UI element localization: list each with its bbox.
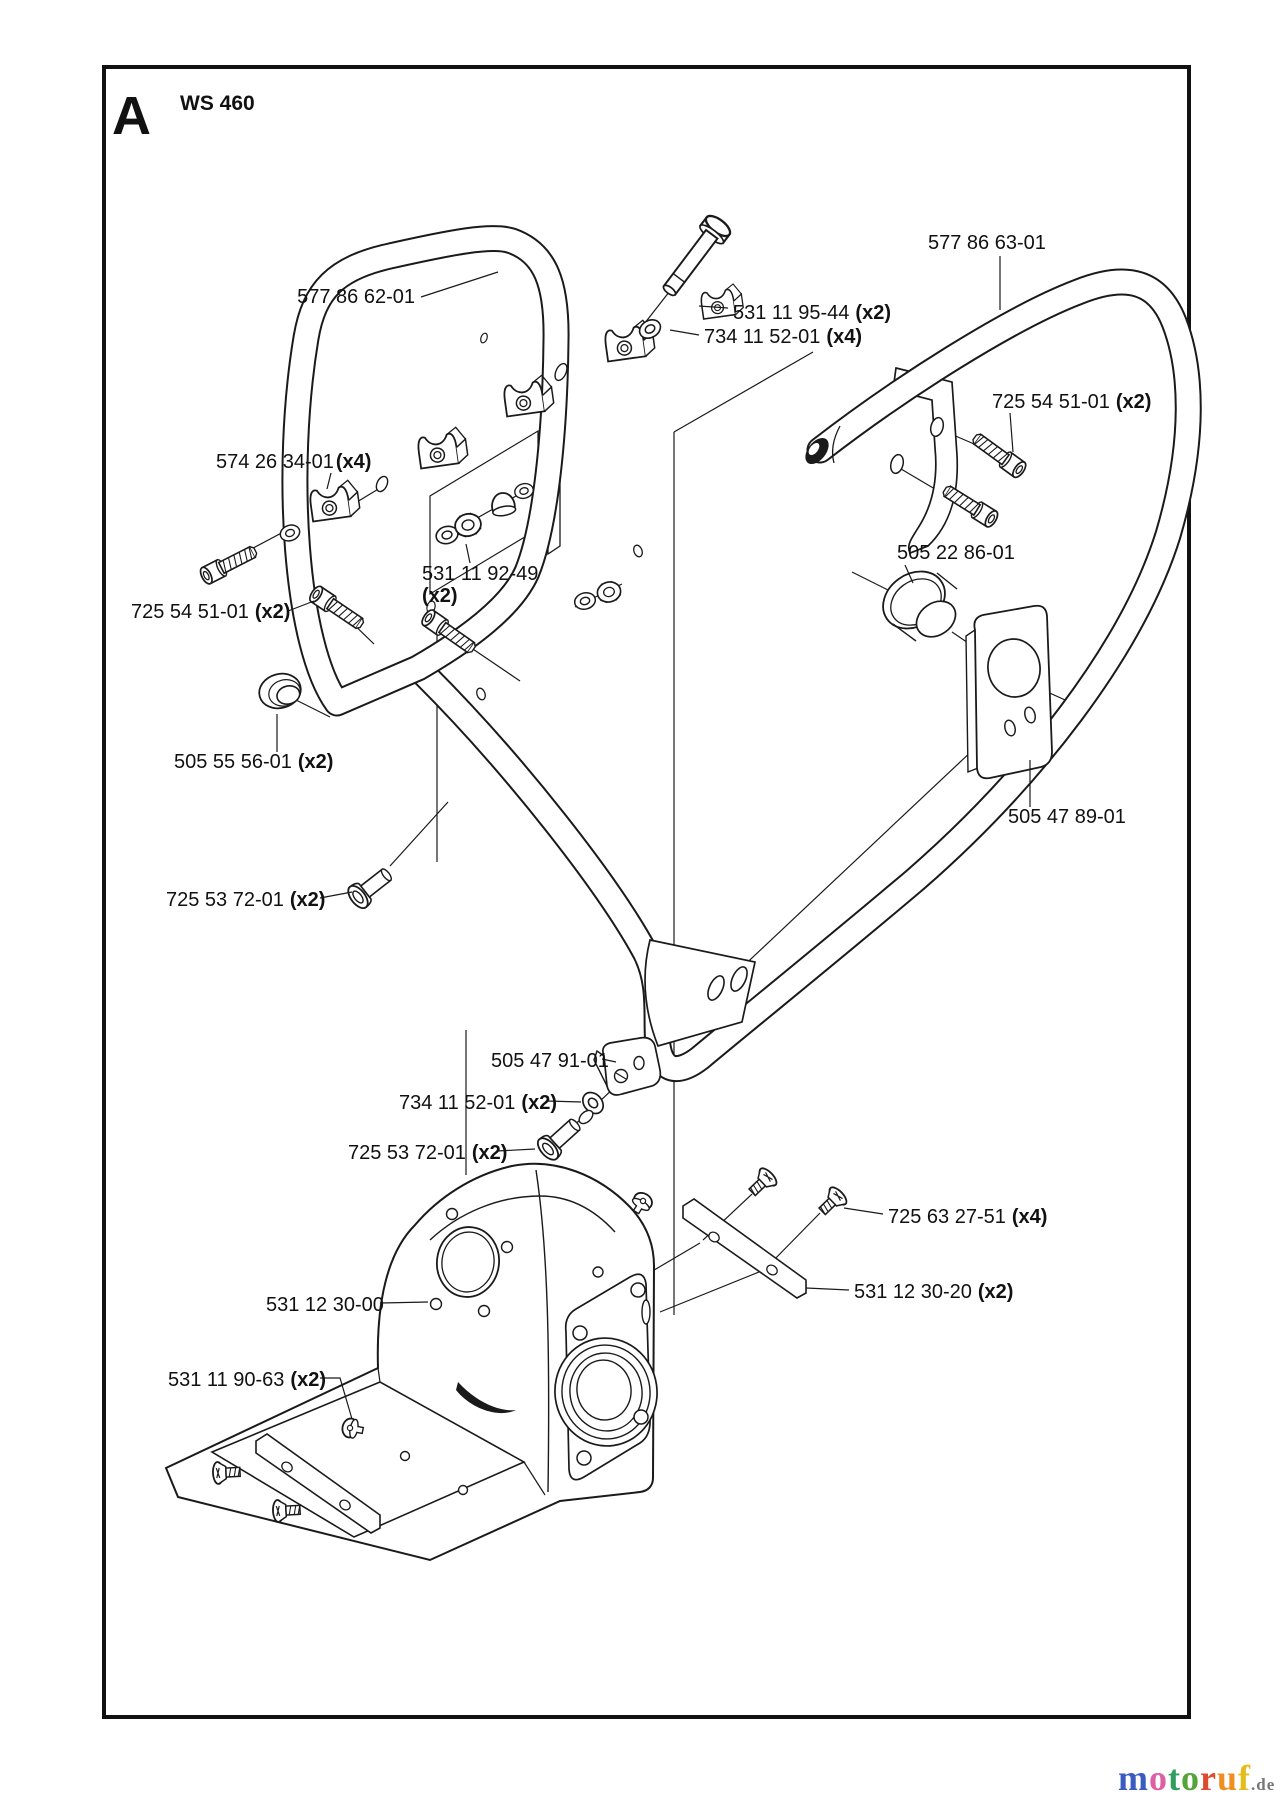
bolt-hole	[431, 1299, 442, 1310]
clamp-part	[502, 374, 555, 416]
top-hole	[593, 1267, 603, 1277]
gearbox-drawing	[166, 1164, 664, 1560]
loop-tube-inner	[295, 239, 556, 703]
part-label: 725 53 72-01 (x2)	[166, 889, 326, 911]
part-label: 577 86 63-01	[928, 232, 1046, 254]
cover-strip	[683, 1199, 806, 1298]
screw-part	[344, 863, 396, 912]
flange-hole	[634, 1410, 648, 1424]
bolt-hole	[447, 1209, 458, 1220]
part-label: 531 11 92-49	[422, 563, 539, 585]
foot-hole	[401, 1452, 410, 1461]
part-label: 574 26 34-01 (x4)	[216, 451, 372, 473]
part-label: 725 53 72-01 (x2)	[348, 1142, 508, 1164]
tube-hole	[475, 687, 487, 701]
flange-slot	[642, 1300, 650, 1324]
part-label: 734 11 52-01 (x4)	[704, 326, 862, 348]
flange-hole	[577, 1451, 591, 1465]
watermark-logo: motoruf.de	[1118, 1758, 1276, 1798]
screw-part	[198, 543, 259, 586]
washer-part	[573, 590, 597, 611]
cap-nut-part	[490, 491, 517, 517]
flange-hole	[631, 1283, 645, 1297]
part-label: 725 63 27-51 (x4)	[888, 1206, 1048, 1228]
bolt-part	[656, 212, 733, 301]
part-label: 505 47 91-01	[491, 1050, 609, 1072]
leader-lines	[277, 256, 1030, 1419]
frame-letter: A	[112, 86, 151, 146]
nut-part	[595, 579, 623, 604]
part-label: 531 11 90-63 (x2)	[168, 1369, 326, 1391]
small-plate-hole	[634, 1057, 644, 1070]
tube-hole	[479, 332, 488, 343]
foot-hole	[459, 1486, 468, 1495]
model-title: WS 460	[180, 92, 255, 115]
part-label-qty: (x2)	[422, 585, 458, 607]
bracket-hole	[889, 453, 906, 474]
small-plate	[603, 1038, 660, 1095]
clamp-part	[416, 426, 469, 468]
bushing-and-plates	[534, 560, 1052, 1164]
part-label: 531 11 95-44 (x2)	[733, 302, 891, 324]
bolt-hole	[479, 1306, 490, 1317]
tube-hole	[632, 544, 644, 558]
part-label: 505 22 86-01	[897, 542, 1015, 564]
part-label: 734 11 52-01 (x2)	[399, 1092, 557, 1114]
part-label: 577 86 62-01	[297, 286, 415, 308]
loop-tube-outline	[295, 239, 556, 703]
bolt-hole	[502, 1242, 513, 1253]
screw-part	[969, 430, 1028, 480]
part-label: 531 12 30-00	[266, 1294, 384, 1316]
part-label: 505 47 89-01	[1008, 806, 1126, 828]
screw-part	[745, 1166, 780, 1201]
part-label: 725 54 51-01 (x2)	[131, 601, 291, 623]
part-label: 725 54 51-01 (x2)	[992, 391, 1152, 413]
flange-hole	[573, 1326, 587, 1340]
part-label: 531 12 30-20 (x2)	[854, 1281, 1014, 1303]
screw-part	[534, 1113, 586, 1163]
part-label: 505 55 56-01 (x2)	[174, 751, 334, 773]
grommet-part	[255, 669, 304, 713]
clamp-part	[308, 479, 361, 521]
